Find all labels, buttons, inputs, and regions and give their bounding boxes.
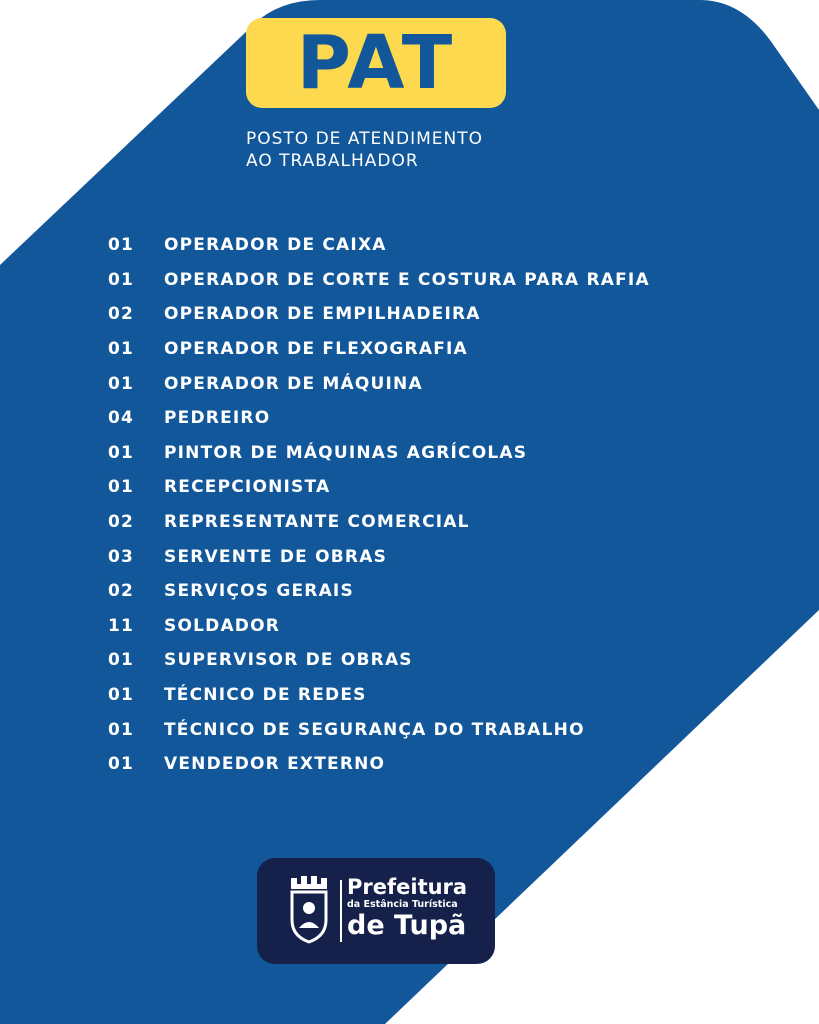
job-title: SUPERVISOR DE OBRAS — [164, 650, 413, 671]
job-quantity: 01 — [108, 477, 135, 498]
pat-badge — [246, 18, 506, 108]
job-quantity: 01 — [108, 685, 135, 706]
job-title: OPERADOR DE CORTE E COSTURA PARA RAFIA — [164, 269, 650, 290]
job-title: TÉCNICO DE REDES — [164, 685, 367, 706]
job-quantity: 11 — [108, 615, 135, 636]
logo-divider — [340, 880, 342, 942]
job-title: VENDEDOR EXTERNO — [164, 754, 386, 775]
job-title: PEDREIRO — [164, 408, 271, 429]
job-title: OPERADOR DE FLEXOGRAFIA — [164, 339, 468, 360]
job-title: OPERADOR DE CAIXA — [164, 235, 387, 256]
job-title: OPERADOR DE EMPILHADEIRA — [164, 304, 481, 325]
job-quantity: 01 — [108, 235, 135, 256]
job-row — [108, 539, 650, 574]
job-quantity: 02 — [108, 512, 135, 533]
job-quantity: 01 — [108, 339, 135, 360]
subtitle-line-2: AO TRABALHADOR — [246, 151, 419, 171]
job-list — [108, 228, 650, 782]
job-quantity: 01 — [108, 754, 135, 775]
logo-line-2: da Estância Turística — [347, 899, 458, 910]
job-quantity: 03 — [108, 546, 135, 567]
logo-line-1: Prefeitura — [347, 875, 468, 899]
job-row — [108, 436, 650, 471]
job-quantity: 01 — [108, 650, 135, 671]
job-title: SERVENTE DE OBRAS — [164, 546, 388, 567]
job-quantity: 02 — [108, 304, 135, 325]
job-quantity: 04 — [108, 408, 135, 429]
job-row — [108, 470, 650, 505]
job-row — [108, 401, 650, 436]
job-row — [108, 297, 650, 332]
job-row — [108, 263, 650, 298]
job-row — [108, 712, 650, 747]
job-title: RECEPCIONISTA — [164, 477, 331, 498]
job-row — [108, 505, 650, 540]
job-row — [108, 609, 650, 644]
job-quantity: 01 — [108, 719, 135, 740]
job-row — [108, 332, 650, 367]
job-quantity: 01 — [108, 442, 135, 463]
job-title: OPERADOR DE MÁQUINA — [164, 373, 423, 394]
logo-line-3: de Tupã — [347, 910, 467, 941]
job-title: SOLDADOR — [164, 615, 281, 636]
job-row — [108, 678, 650, 713]
job-row — [108, 574, 650, 609]
job-row — [108, 747, 650, 782]
job-title: PINTOR DE MÁQUINAS AGRÍCOLAS — [164, 442, 528, 463]
job-row — [108, 366, 650, 401]
job-title: REPRESENTANTE COMERCIAL — [164, 512, 470, 533]
subtitle-line-1: POSTO DE ATENDIMENTO — [246, 129, 483, 149]
job-title: SERVIÇOS GERAIS — [164, 581, 354, 602]
job-quantity: 01 — [108, 269, 135, 290]
job-quantity: 02 — [108, 581, 135, 602]
pat-badge-text: PAT — [296, 20, 456, 106]
subtitle — [246, 128, 483, 172]
prefeitura-logo — [257, 858, 495, 964]
job-row — [108, 228, 650, 263]
job-row — [108, 643, 650, 678]
city-crest-icon — [287, 876, 331, 944]
logo-text — [347, 876, 467, 941]
job-quantity: 01 — [108, 373, 135, 394]
job-title: TÉCNICO DE SEGURANÇA DO TRABALHO — [164, 719, 585, 740]
